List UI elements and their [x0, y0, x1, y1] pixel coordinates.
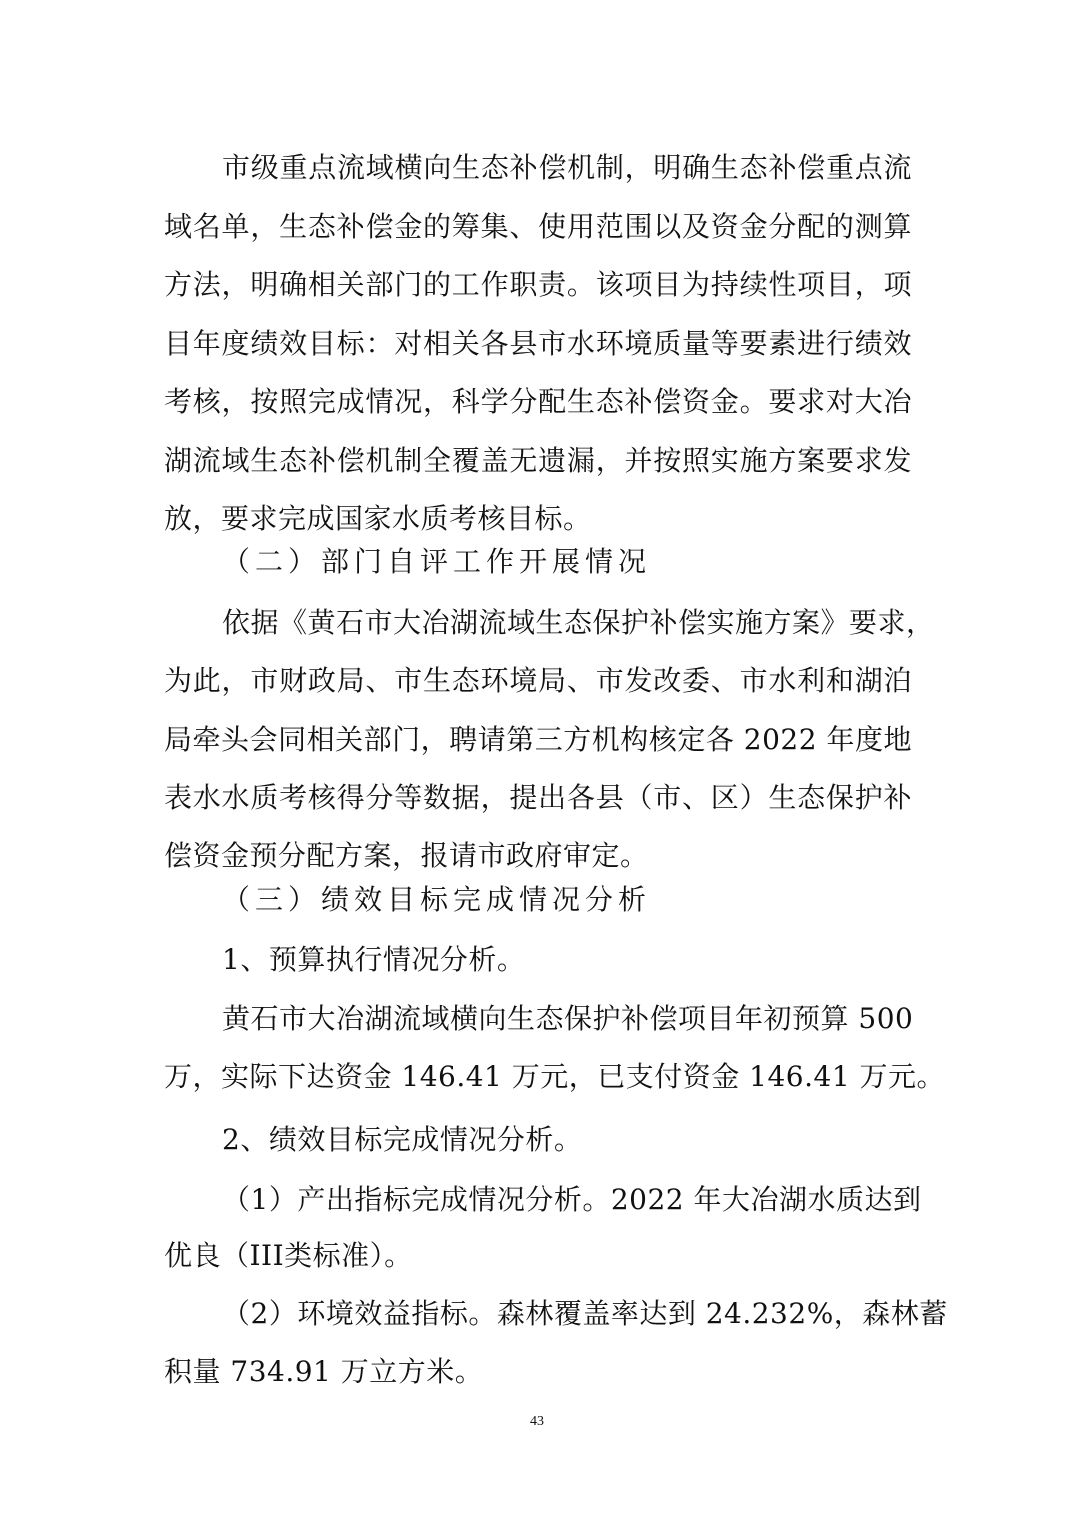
paragraph-line: （2）环境效益指标。森林覆盖率达到 24.232%，森林蓄 — [222, 1297, 948, 1330]
paragraph-line: 依据《黄石市大冶湖流域生态保护补偿实施方案》要求， — [222, 606, 935, 639]
paragraph-line: 万，实际下达资金 146.41 万元，已支付资金 146.41 万元。 — [164, 1060, 946, 1093]
sub-heading: 1、预算执行情况分析。 — [222, 943, 526, 976]
paragraph-line: 方法，明确相关部门的工作职责。该项目为持续性项目，项 — [164, 268, 912, 301]
paragraph-line: 域名单，生态补偿金的筹集、使用范围以及资金分配的测算 — [164, 210, 912, 243]
paragraph-line: 考核，按照完成情况，科学分配生态补偿资金。要求对大冶 — [164, 385, 912, 418]
paragraph-line: 目年度绩效目标：对相关各县市水环境质量等要素进行绩效 — [164, 327, 912, 360]
paragraph-line: 市级重点流域横向生态补偿机制，明确生态补偿重点流 — [222, 151, 912, 184]
paragraph-line: 湖流域生态补偿机制全覆盖无遗漏，并按照实施方案要求发 — [164, 444, 912, 477]
paragraph-line: 表水水质考核得分等数据，提出各县（市、区）生态保护补 — [164, 781, 912, 814]
paragraph-line: 为此，市财政局、市生态环境局、市发改委、市水利和湖泊 — [164, 664, 912, 697]
page-number: 43 — [530, 1414, 544, 1429]
section-heading: （二）部门自评工作开展情况 — [222, 545, 652, 578]
paragraph-line: 黄石市大冶湖流域横向生态保护补偿项目年初预算 500 — [222, 1002, 914, 1035]
paragraph-line: （1）产出指标完成情况分析。2022 年大冶湖水质达到 — [222, 1183, 922, 1216]
paragraph-line: 优良（III类标准）。 — [164, 1239, 413, 1272]
paragraph-line: 积量 734.91 万立方米。 — [164, 1355, 484, 1388]
paragraph-line: 局牵头会同相关部门，聘请第三方机构核定各 2022 年度地 — [164, 723, 912, 756]
section-heading: （三）绩效目标完成情况分析 — [222, 883, 652, 916]
paragraph-line: 放，要求完成国家水质考核目标。 — [164, 502, 592, 535]
paragraph-line: 偿资金预分配方案，报请市政府审定。 — [164, 839, 649, 872]
sub-heading: 2、绩效目标完成情况分析。 — [222, 1123, 583, 1156]
